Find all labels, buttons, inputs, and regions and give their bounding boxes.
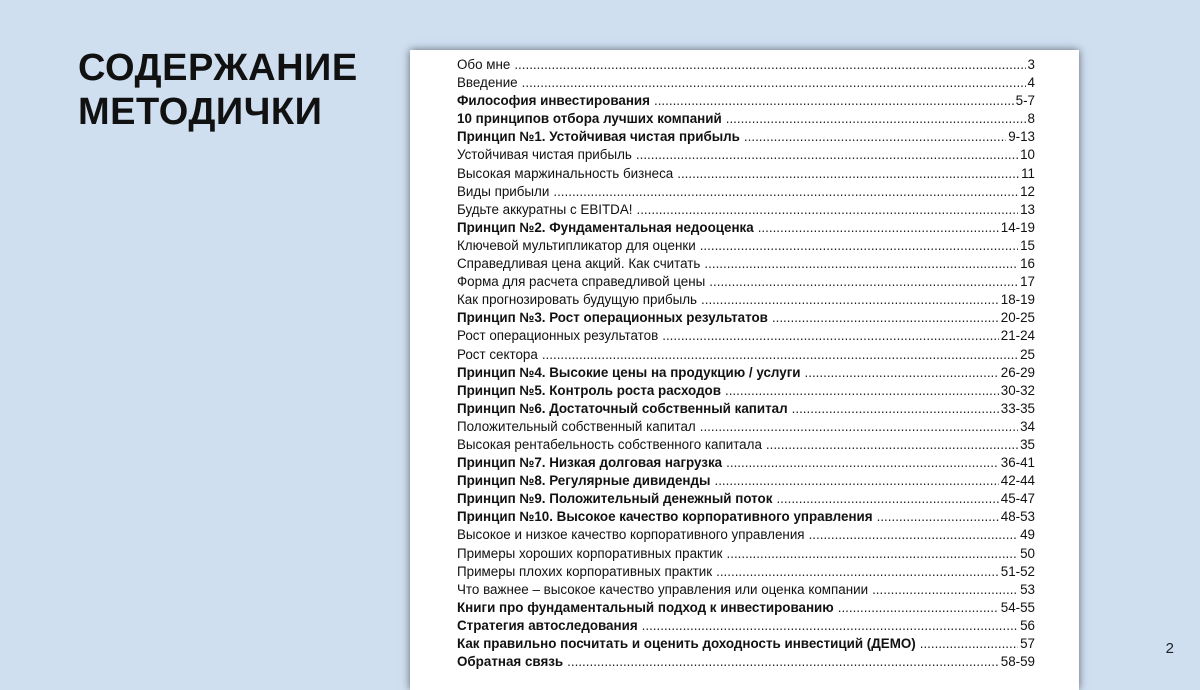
toc-leader-dots <box>744 128 1006 146</box>
toc-entry-title: Примеры хороших корпоративных практик <box>457 545 723 561</box>
toc-entry-title: Положительный собственный капитал <box>457 418 696 434</box>
toc-entry <box>457 508 1035 526</box>
toc-leader-dots <box>542 346 1018 364</box>
toc-leader-dots <box>662 327 999 345</box>
toc-entry-page: 3 <box>1027 57 1035 72</box>
toc-leader-dots <box>727 545 1019 563</box>
toc-entry <box>457 635 1035 653</box>
toc-leader-dots <box>877 508 999 526</box>
toc-entry <box>457 309 1035 327</box>
toc-leader-dots <box>776 490 998 508</box>
toc-entry-title: Устойчивая чистая прибыль <box>457 147 632 163</box>
toc-entry-title: Справедливая цена акций. Как считать <box>457 256 701 272</box>
toc-entry-title: Рост операционных результатов <box>457 328 659 344</box>
toc-entry-page: 56 <box>1020 617 1035 633</box>
toc-entry-title: Принцип №1. Устойчивая чистая прибыль <box>457 129 740 145</box>
toc-entry-title: Принцип №8. Регулярные дивиденды <box>457 473 711 489</box>
toc-entry-title: Примеры плохих корпоративных практик <box>457 563 713 579</box>
toc-entry-title: Ключевой мультипликатор для оценки <box>457 237 696 253</box>
slide-title-line-1: СОДЕРЖАНИЕ <box>78 47 358 89</box>
toc-entry-title: Стратегия автоследования <box>457 617 638 633</box>
toc-entry <box>457 165 1035 183</box>
toc-entry-title: Как правильно посчитать и оценить доходность инвестиций (ДЕМО) <box>457 636 916 651</box>
toc-leader-dots <box>716 563 999 581</box>
toc-entry-title: Философия инвестирования <box>457 93 650 109</box>
toc-entry-page: 45-47 <box>1000 491 1035 507</box>
toc-leader-dots <box>726 110 1026 128</box>
toc-entry <box>457 219 1035 237</box>
toc-entry-page: 33-35 <box>1000 400 1035 416</box>
toc-leader-dots <box>809 526 1019 544</box>
toc-entry <box>457 346 1035 364</box>
toc-entry-title: Принцип №4. Высокие цены на продукцию / услуги <box>457 364 801 380</box>
toc-entry <box>457 327 1035 345</box>
toc-entry-title: Что важнее – высокое качество управления или оценка компании <box>457 581 869 597</box>
toc-entry <box>457 617 1035 635</box>
toc-leader-dots <box>709 273 1018 291</box>
toc-entry <box>457 146 1035 164</box>
toc-entry-title: Высокое и низкое качество корпоративного управления <box>457 527 805 543</box>
toc-entry-page: 11 <box>1021 165 1035 181</box>
toc-entry-page: 34 <box>1020 418 1035 434</box>
toc-leader-dots <box>726 454 999 472</box>
toc-entry-title: Рост сектора <box>457 346 538 362</box>
toc-entry <box>457 201 1035 219</box>
toc-entry <box>457 563 1035 581</box>
toc-entry-page: 48-53 <box>1000 509 1035 525</box>
toc-entry <box>457 382 1035 400</box>
toc-entry <box>457 490 1035 508</box>
toc-entry-title: Как прогнозировать будущую прибыль <box>457 292 698 308</box>
toc-entry <box>457 364 1035 382</box>
toc-entry-page: 35 <box>1020 436 1035 452</box>
toc-entry-title: Принцип №2. Фундаментальная недооценка <box>457 219 754 235</box>
toc-entry-title: Высокая рентабельность собственного капитала <box>457 436 762 452</box>
toc-entry-page: 53 <box>1020 581 1035 597</box>
document-page <box>410 50 1079 690</box>
toc-entry <box>457 599 1035 617</box>
toc-leader-dots <box>654 92 1014 110</box>
slide-number: 2 <box>1165 640 1174 657</box>
toc-entry-title: Будьте аккуратны с EBITDA! <box>457 201 633 217</box>
toc-entry <box>457 400 1035 418</box>
toc-entry <box>457 418 1035 436</box>
toc-leader-dots <box>766 436 1018 454</box>
toc-entry <box>457 128 1035 146</box>
toc-entry-title: Форма для расчета справедливой цены <box>457 274 706 290</box>
toc-entry <box>457 472 1035 490</box>
toc-entry-page: 17 <box>1020 274 1035 290</box>
toc-entry-page: 57 <box>1020 636 1035 651</box>
toc-leader-dots <box>704 255 1018 273</box>
toc-leader-dots <box>701 291 999 309</box>
toc-entry-page: 50 <box>1020 545 1035 561</box>
toc-entry-page: 30-32 <box>1000 382 1035 398</box>
toc-entry <box>457 454 1035 472</box>
toc-leader-dots <box>872 581 1018 599</box>
toc-leader-dots <box>636 146 1018 164</box>
toc-entry <box>457 545 1035 563</box>
toc-entry-title: Принцип №5. Контроль роста расходов <box>457 382 721 398</box>
toc-entry-page: 49 <box>1020 527 1035 543</box>
toc-entry <box>457 436 1035 454</box>
toc-leader-dots <box>714 472 998 490</box>
toc-leader-dots <box>805 364 999 382</box>
slide-title <box>78 46 358 134</box>
toc-entry-title: Введение <box>457 75 518 91</box>
toc-leader-dots <box>920 635 1018 653</box>
toc-entry <box>457 183 1035 201</box>
toc-entry-page: 58-59 <box>1000 654 1035 670</box>
toc-leader-dots <box>522 74 1026 92</box>
toc-leader-dots <box>725 382 999 400</box>
toc-leader-dots <box>514 56 1025 74</box>
slide-title-line-2: МЕТОДИЧКИ <box>78 91 323 133</box>
toc-entry-title: Принцип №6. Достаточный собственный капитал <box>457 400 788 416</box>
toc-entry-page: 36-41 <box>1000 455 1035 471</box>
toc-entry-page: 26-29 <box>1000 364 1035 380</box>
table-of-contents <box>457 56 1035 671</box>
toc-leader-dots <box>838 599 999 617</box>
toc-entry <box>457 255 1035 273</box>
toc-leader-dots <box>758 219 999 237</box>
toc-entry-title: Принцип №9. Положительный денежный поток <box>457 491 773 507</box>
toc-entry-page: 14-19 <box>1000 219 1035 235</box>
toc-entry <box>457 291 1035 309</box>
toc-entry-title: Принцип №10. Высокое качество корпоративного управления <box>457 509 873 525</box>
toc-entry-title: Обо мне <box>457 57 511 72</box>
toc-entry-page: 5-7 <box>1015 93 1035 109</box>
toc-entry <box>457 110 1035 128</box>
toc-entry-page: 13 <box>1020 201 1035 217</box>
toc-entry-page: 51-52 <box>1000 563 1035 579</box>
toc-leader-dots <box>677 165 1019 183</box>
toc-entry-page: 20-25 <box>1000 310 1035 326</box>
toc-leader-dots <box>700 418 1018 436</box>
toc-entry-page: 18-19 <box>1000 292 1035 308</box>
toc-entry <box>457 653 1035 671</box>
toc-leader-dots <box>792 400 999 418</box>
toc-entry-page: 9-13 <box>1008 129 1035 145</box>
toc-entry-title: Виды прибыли <box>457 183 550 199</box>
toc-entry <box>457 237 1035 255</box>
toc-entry <box>457 273 1035 291</box>
toc-entry-title: Принцип №7. Низкая долговая нагрузка <box>457 455 723 471</box>
toc-entry <box>457 581 1035 599</box>
toc-entry-page: 16 <box>1020 256 1035 272</box>
toc-leader-dots <box>567 653 999 671</box>
toc-entry-page: 42-44 <box>1000 473 1035 489</box>
toc-leader-dots <box>553 183 1018 201</box>
toc-entry <box>457 74 1035 92</box>
toc-entry-title: Книги про фундаментальный подход к инвестированию <box>457 599 834 615</box>
toc-leader-dots <box>700 237 1018 255</box>
toc-entry-page: 54-55 <box>1000 599 1035 615</box>
toc-entry-title: Принцип №3. Рост операционных результатов <box>457 310 768 326</box>
toc-entry-page: 25 <box>1020 346 1035 362</box>
toc-entry-page: 21-24 <box>1000 328 1035 344</box>
toc-entry-page: 12 <box>1020 183 1035 199</box>
toc-entry-page: 8 <box>1027 111 1035 127</box>
toc-leader-dots <box>772 309 999 327</box>
toc-entry <box>457 56 1035 74</box>
toc-entry-page: 15 <box>1020 237 1035 253</box>
toc-leader-dots <box>642 617 1018 635</box>
toc-entry-page: 4 <box>1027 75 1035 91</box>
toc-entry-page: 10 <box>1020 147 1035 163</box>
toc-entry-title: Обратная связь <box>457 654 564 670</box>
toc-leader-dots <box>636 201 1018 219</box>
toc-entry <box>457 92 1035 110</box>
toc-entry <box>457 526 1035 544</box>
toc-entry-title: 10 принципов отбора лучших компаний <box>457 111 722 127</box>
toc-entry-title: Высокая маржинальность бизнеса <box>457 165 674 181</box>
